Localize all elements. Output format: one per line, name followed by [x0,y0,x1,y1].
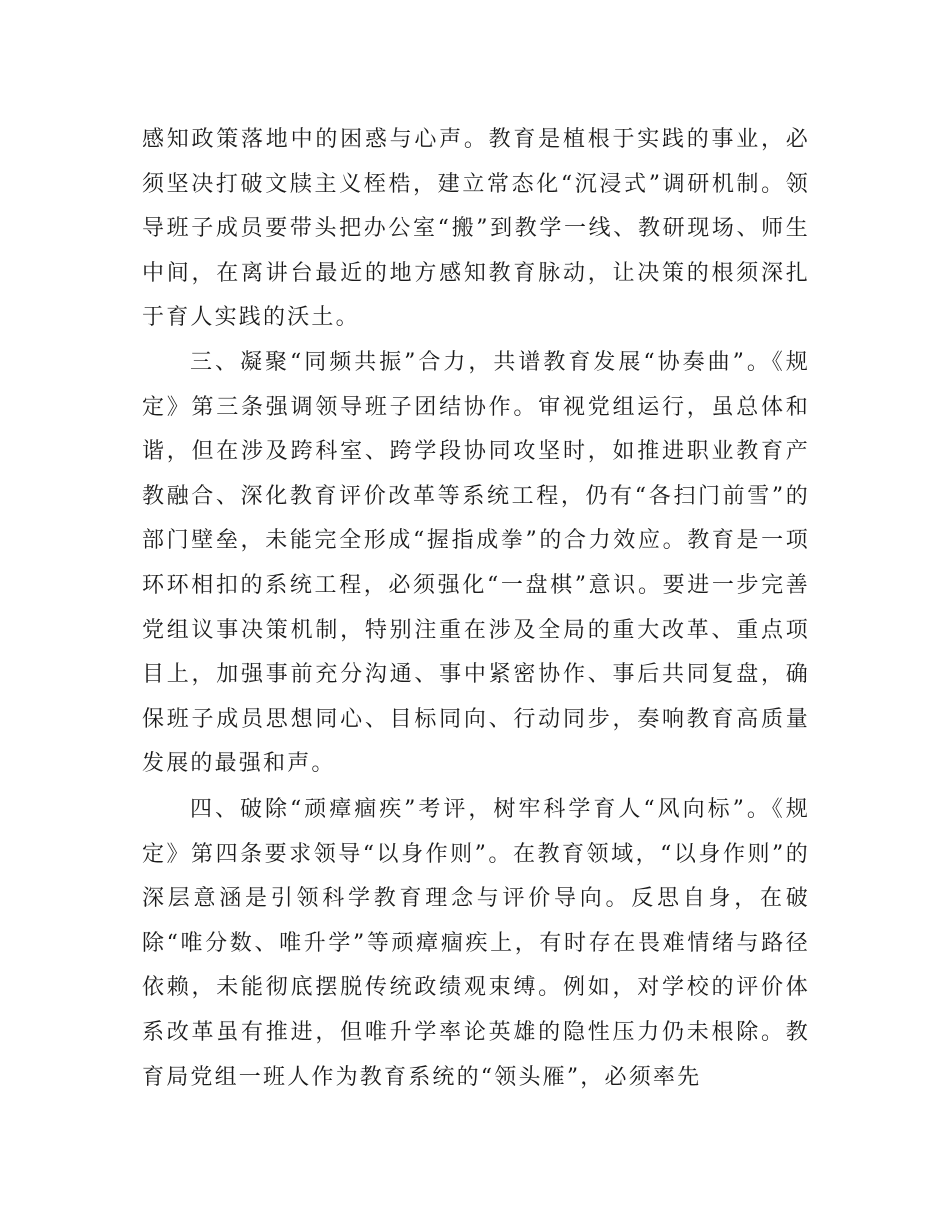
paragraph-1: 感知政策落地中的困惑与心声。教育是植根于实践的事业，必须坚决打破文牍主义桎梏，建立常态化“沉浸式”调研机制。领导班子成员要带头把办公室“搬”到教学一线、教研现场、师生中间，在离讲台最近的地方感知教育脉动，让决策的根须深扎于育人实践的沃土。 [142,127,810,331]
paragraph-2: 三、凝聚“同频共振”合力，共谱教育发展“协奏曲”。《规定》第三条强调领导班子团结协作。审视党组运行，虽总体和谐，但在涉及跨科室、跨学段协同攻坚时，如推进职业教育产教融合、深化教育评价改革等系统工程，仍有“各扫门前雪”的部门壁垒，未能完全形成“握指成拳”的合力效应。教育是一项环环相扣的系统工程，必须强化“一盘棋”意识。要进一步完善党组议事决策机制，特别注重在涉及全局的重大改革、重点项目上，加强事前充分沟通、事中紧密协作、事后共同复盘，确保班子成员思想同心、目标同向、行动同步，奏响教育高质量发展的最强和声。 [142,350,810,777]
paragraph-section-four [142,788,810,1100]
paragraph-3: 四、破除“顽瘴痼疾”考评，树牢科学育人“风向标”。《规定》第四条要求领导“以身作则”。在教育领域，“以身作则”的深层意涵是引领科学教育理念与评价导向。反思自身，在破除“唯分数、唯升学”等顽瘴痼疾上，有时存在畏难情绪与路径依赖，未能彻底摆脱传统政绩观束缚。例如，对学校的评价体系改革虽有推进，但唯升学率论英雄的隐性压力仍未根除。教育局党组一班人作为教育系统的“领头雁”，必须率先 [142,797,810,1090]
paragraph-continuation [142,118,810,341]
paragraph-section-three [142,341,810,787]
